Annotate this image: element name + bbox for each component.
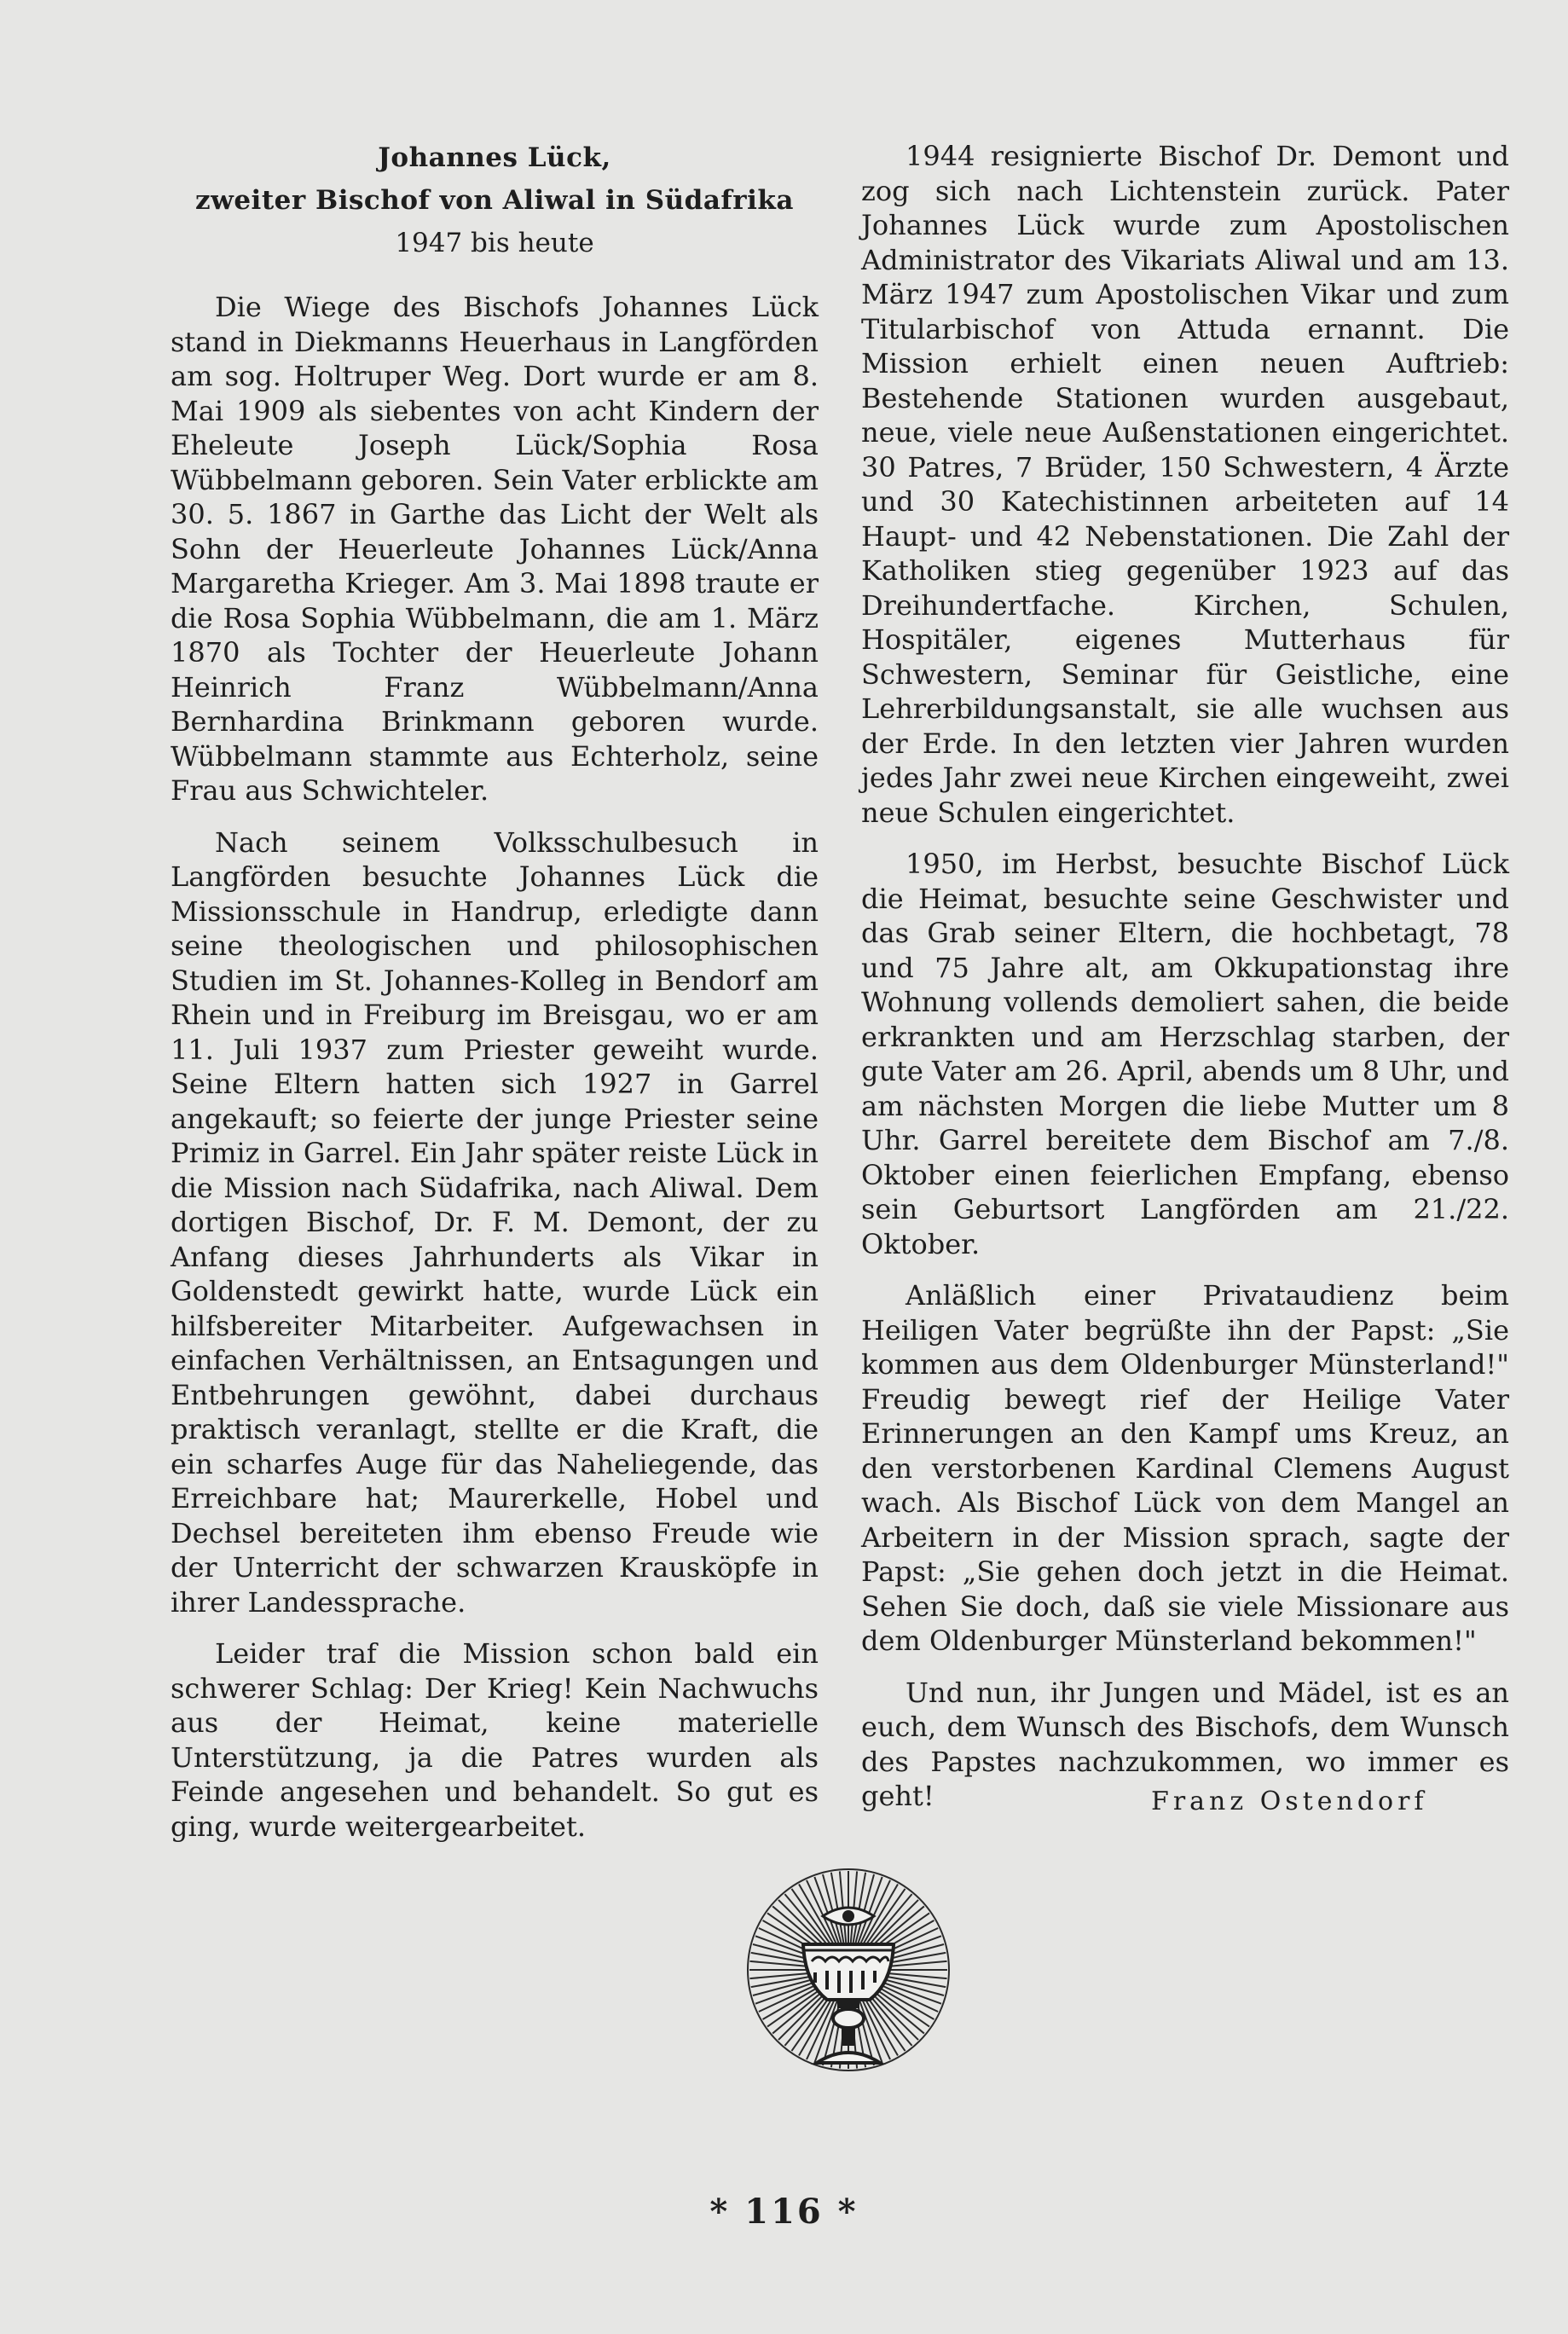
paragraph: Nach seinem Volksschulbesuch in Langförden besuchte Johannes Lück die Missionsschule in Handrup, erledigte dann seine theologischen und philosophischen Studien im St. Johannes-Kolleg in Bendorf am Rhein und in Freiburg im Breisgau, wo er am 11. Juli 1937 zum Priester geweiht wurde. Seine Eltern hatten sich 1927 in Garrel angekauft; so feierte der junge Priester seine Primiz in Garrel. Ein Jahr später reiste Lück in die Mission nach Südafrika, nach Aliwal. Dem dortigen Bischof, Dr. F. M. Demont, der zu Anfang dieses Jahrhunderts als Vikar in Goldenstedt gewirkt hatte, wurde Lück ein hilfsbereiter Mitarbeiter. Aufgewachsen in einfachen Verhältnissen, an Entsagungen und Entbehrungen gewöhnt, dabei durchaus praktisch veranlagt, stellte er die Kraft, die ein scharfes Auge für das Naheliegende, das Erreichbare hat; Maurerkelle, Hobel und Dechsel bereiteten ihm ebenso Freude wie der Unterricht der schwarzen Krausköpfe in ihrer Landessprache. — [171, 825, 819, 1619]
paragraph: Die Wiege des Bischofs Johannes Lück stand in Diekmanns Heuerhaus in Langförden am sog. Holtruper Weg. Dort wurde er am 8. Mai 1909 als siebentes von acht Kindern der Eheleute Joseph Lück/Sophia Rosa Wübbelmann geboren. Sein Vater erblickte am 30. 5. 1867 in Garthe das Licht der Welt als Sohn der Heuerleute Johannes Lück/Anna Margaretha Krieger. Am 3. Mai 1898 traute er die Rosa Sophia Wübbelmann, die am 1. März 1870 als Tochter der Heuerleute Johann Heinrich Franz Wübbelmann/Anna Bernhardina Brinkmann geboren wurde. Wübbelmann stammte aus Echterholz, seine Frau aus Schwichteler. — [171, 291, 819, 807]
article-dates: 1947 bis heute — [395, 228, 594, 258]
paragraph: Und nun, ihr Jungen und Mädel, ist es an euch, dem Wunsch des Bischofs, dem Wunsch des Papstes nachzukommen, wo immer es geht! — [861, 1676, 1509, 1812]
chalice-eye-rays-icon — [742, 1855, 955, 2094]
paragraph: 1944 resignierte Bischof Dr. Demont und zog sich nach Lichtenstein zurück. Pater Johannes Lück wurde zum Apostolischen Administrator des Vikariats Aliwal und am 13. März 1947 zum Apostolischen Vikar und zum Titularbischof von Attuda ernannt. Die Mission erhielt einen neuen Auftrieb: Bestehende Stationen wurden ausgebaut, neue, viele neue Außenstationen eingerichtet. 30 Patres, 7 Brüder, 150 Schwestern, 4 Ärzte und 30 Katechistinnen arbeiteten auf 14 Haupt- und 42 Nebenstationen. Die Zahl der Katholiken stieg gegenüber 1923 auf das Dreihundertfache. Kirchen, Schulen, Hospitäler, eigenes Mutterhaus für Schwestern, Seminar für Geistliche, eine Lehrerbildungsanstalt, sie alle wuchsen aus der Erde. In den letzten vier Jahren wurden jedes Jahr zwei neue Kirchen eingeweiht, zwei neue Schulen eingerichtet. — [861, 140, 1509, 829]
paragraph: Anläßlich einer Privataudienz beim Heiligen Vater begrüßte ihn der Papst: „Sie kommen aus dem Oldenburger Münsterland!" Freudig bewegt rief der Heilige Vater Erinnerungen an den Kampf ums Kreuz, an den verstorbenen Kardinal Clemens August wach. Als Bischof Lück von dem Mangel an Arbeitern in der Mission sprach, sagte der Papst: „Sie gehen doch jetzt in die Heimat. Sehen Sie doch, daß sie viele Missionare aus dem Oldenburger Münsterland bekommen!" — [861, 1279, 1509, 1657]
paragraph: 1950, im Herbst, besuchte Bischof Lück die Heimat, besuchte seine Geschwister und das Grab seiner Eltern, die hochbetagt, 78 und 75 Jahre alt, am Okkupationstag ihre Wohnung vollends demoliert sahen, die beide erkrankten und am Herzschlag starben, der gute Vater am 26. April, abends um 8 Uhr, und am nächsten Morgen die liebe Mutter um 8 Uhr. Garrel bereitete dem Bischof am 7./8. Oktober einen feierlichen Empfang, ebenso sein Geburtsort Langförden am 21./22. Oktober. — [861, 848, 1509, 1260]
article-title: Johannes Lück, — [378, 142, 611, 173]
right-column — [861, 139, 1509, 1831]
page-number: * 116 * — [709, 2192, 859, 2232]
article-subtitle: zweiter Bischof von Aliwal in Südafrika — [195, 185, 794, 216]
author-signature: Franz Ostendorf — [1151, 1787, 1428, 1816]
article-heading — [171, 136, 819, 264]
left-column — [171, 136, 819, 1861]
paragraph: Leider traf die Mission schon bald ein schwerer Schlag: Der Krieg! Kein Nachwuchs aus der Heimat, keine materielle Unterstützung, ja die Patres wurden als Feinde angesehen und behandelt. So gut es ging, wurde weitergearbeitet. — [171, 1637, 819, 1843]
